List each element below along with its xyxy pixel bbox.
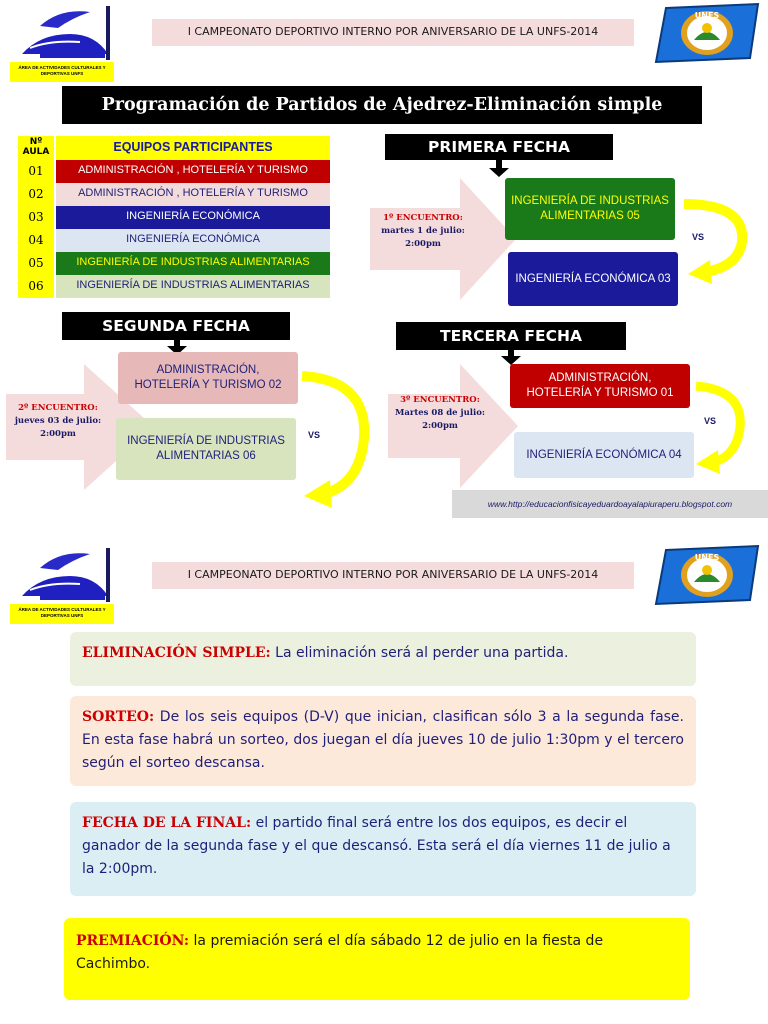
teams-header: EQUIPOS PARTICIPANTES bbox=[56, 136, 330, 160]
rule-simple-elimination bbox=[70, 632, 696, 686]
aula-number: 01 bbox=[18, 160, 54, 183]
website-link[interactable]: www.http://educacionfisicayeduardoayalapiuraperu.blogspot.com bbox=[452, 490, 768, 518]
second-encounter-when: jueves 03 de julio: 2:00pm bbox=[14, 416, 102, 439]
aula-number: 05 bbox=[18, 252, 54, 275]
unfs-seal-text: UNFS bbox=[694, 11, 720, 20]
table-row bbox=[18, 229, 330, 252]
rule-text: el partido final será entre los dos equipos, es decir el ganador de la segunda fase y el que descansó. Esta será el día viernes 11 de julio a la 2:00pm. bbox=[82, 815, 671, 877]
first-team-a: INGENIERÍA DE INDUSTRIAS ALIMENTARIAS 05 bbox=[505, 178, 675, 240]
table-row bbox=[18, 206, 330, 229]
third-team-b: INGENIERÍA ECONÓMICA 04 bbox=[514, 432, 694, 478]
area-logo-caption: ÁREA DE ACTIVIDADES CULTURALES Y DEPORTIVAS UNFS bbox=[10, 604, 114, 624]
third-vs: VS bbox=[704, 416, 717, 426]
table-row bbox=[18, 160, 330, 183]
third-encounter-info bbox=[394, 394, 486, 433]
team-name: ADMINISTRACIÓN , HOTELERÍA Y TURISMO bbox=[56, 183, 330, 206]
team-name: INGENIERÍA ECONÓMICA bbox=[56, 229, 330, 252]
second-team-b: INGENIERÍA DE INDUSTRIAS ALIMENTARIAS 06 bbox=[116, 418, 296, 480]
team-name: INGENIERÍA DE INDUSTRIAS ALIMENTARIAS bbox=[56, 252, 330, 275]
aula-number: 03 bbox=[18, 206, 54, 229]
area-logo-caption: ÁREA DE ACTIVIDADES CULTURALES Y DEPORTIVAS UNFS bbox=[10, 62, 114, 82]
first-vs: VS bbox=[692, 232, 705, 242]
third-team-a: ADMINISTRACIÓN, HOTELERÍA Y TURISMO 01 bbox=[510, 364, 690, 408]
area-logo-icon bbox=[10, 4, 114, 62]
table-row bbox=[18, 252, 330, 275]
first-encounter-title: 1º ENCUENTRO: bbox=[383, 213, 463, 223]
rule-final-date bbox=[70, 802, 696, 896]
unfs-seal-text: UNFS bbox=[694, 553, 720, 562]
unfs-seal bbox=[652, 2, 764, 64]
area-logo bbox=[10, 546, 114, 616]
area-logo bbox=[10, 4, 114, 74]
team-name: ADMINISTRACIÓN , HOTELERÍA Y TURISMO bbox=[56, 160, 330, 183]
teams-table bbox=[18, 136, 330, 298]
rule-draw bbox=[70, 696, 696, 786]
team-name: INGENIERÍA ECONÓMICA bbox=[56, 206, 330, 229]
aula-number: 04 bbox=[18, 229, 54, 252]
teams-table-header bbox=[18, 136, 330, 160]
rule-title: FECHA DE LA FINAL: bbox=[82, 815, 252, 831]
header-band: I CAMPEONATO DEPORTIVO INTERNO POR ANIVERSARIO DE LA UNFS-2014 bbox=[152, 562, 634, 589]
unfs-seal bbox=[652, 544, 764, 606]
rule-awards bbox=[64, 918, 690, 1000]
first-encounter-when: martes 1 de julio: 2:00pm bbox=[381, 226, 465, 249]
second-date-label: SEGUNDA FECHA bbox=[62, 312, 290, 340]
rule-title: ELIMINACIÓN SIMPLE: bbox=[82, 645, 271, 661]
first-encounter-info bbox=[378, 212, 468, 251]
area-logo-icon bbox=[10, 546, 114, 604]
third-date-label: TERCERA FECHA bbox=[396, 322, 626, 350]
rule-title: PREMIACIÓN: bbox=[76, 933, 190, 949]
page-title: Programación de Partidos de Ajedrez-Eliminación simple bbox=[62, 86, 702, 124]
second-team-a: ADMINISTRACIÓN, HOTELERÍA Y TURISMO 02 bbox=[118, 352, 298, 404]
aula-number: 02 bbox=[18, 183, 54, 206]
rule-text: La eliminación será al perder una partida. bbox=[270, 645, 569, 661]
third-encounter-when: Martes 08 de julio: 2:00pm bbox=[394, 408, 486, 431]
header-band: I CAMPEONATO DEPORTIVO INTERNO POR ANIVERSARIO DE LA UNFS-2014 bbox=[152, 19, 634, 46]
down-arrow-icon bbox=[486, 160, 512, 178]
unfs-seal-icon bbox=[652, 2, 764, 64]
curved-arrow-icon bbox=[694, 380, 750, 476]
rule-text: la premiación será el día sábado 12 de julio en la fiesta de Cachimbo. bbox=[76, 933, 604, 972]
table-row bbox=[18, 275, 330, 298]
first-team-b: INGENIERÍA ECONÓMICA 03 bbox=[508, 252, 678, 306]
rule-title: SORTEO: bbox=[82, 709, 155, 725]
table-row bbox=[18, 183, 330, 206]
curved-arrow-icon bbox=[680, 196, 752, 288]
third-encounter-title: 3º ENCUENTRO: bbox=[400, 395, 480, 405]
aula-number: 06 bbox=[18, 275, 54, 298]
second-vs: VS bbox=[308, 430, 321, 440]
second-encounter-title: 2º ENCUENTRO: bbox=[18, 403, 98, 413]
aula-header: Nº AULA bbox=[18, 136, 54, 160]
second-encounter-info bbox=[12, 402, 104, 441]
first-date-label: PRIMERA FECHA bbox=[385, 134, 613, 160]
team-name: INGENIERÍA DE INDUSTRIAS ALIMENTARIAS bbox=[56, 275, 330, 298]
unfs-seal-icon bbox=[652, 544, 764, 606]
rule-text: De los seis equipos (D-V) que inician, clasifican sólo 3 a la segunda fase. En esta fase habrá un sorteo, dos juegan el día jueves 10 de julio 1:30pm y el tercero según el sorteo descansa. bbox=[82, 709, 684, 771]
